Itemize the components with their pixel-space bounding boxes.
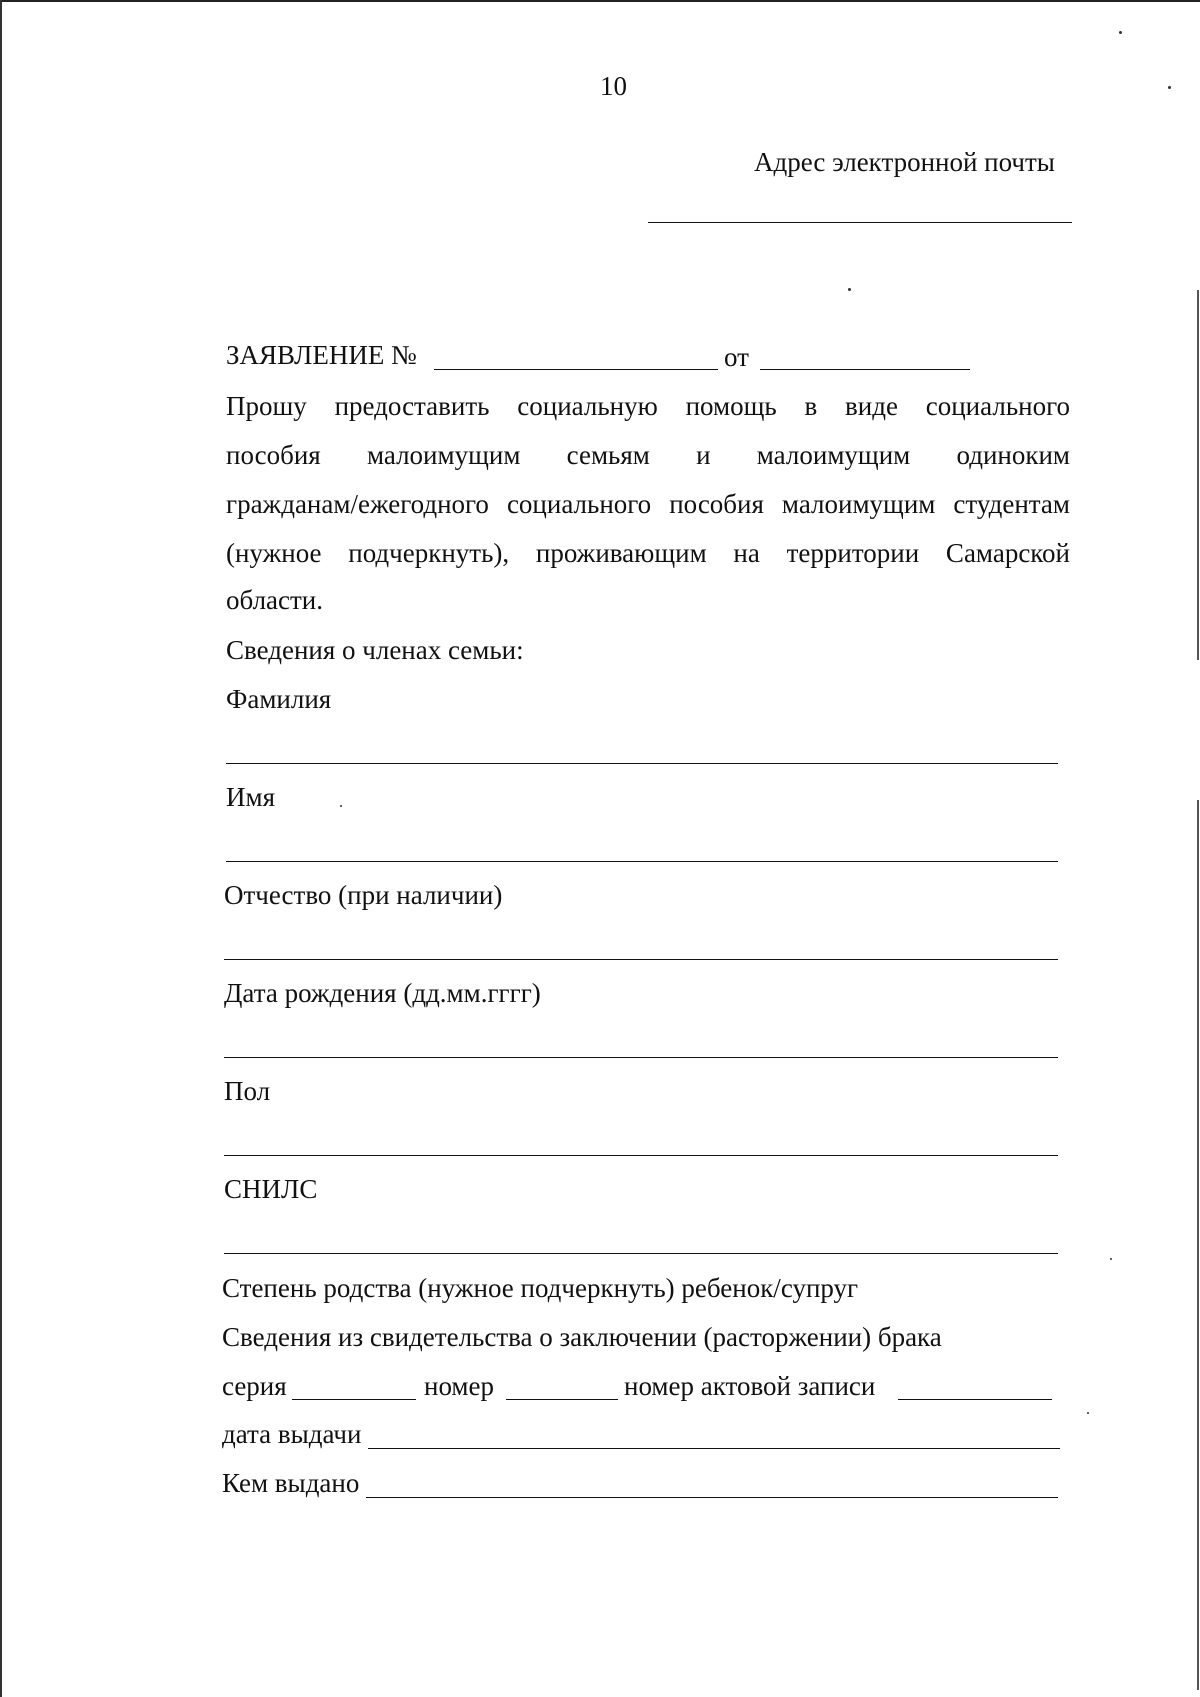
application-date-line[interactable] bbox=[760, 369, 970, 370]
marriage-issued-by-label: Кем выдано bbox=[222, 1468, 360, 1498]
email-line[interactable] bbox=[648, 222, 1072, 223]
application-title: ЗАЯВЛЕНИЕ № bbox=[226, 340, 417, 370]
marriage-record-line[interactable] bbox=[898, 1399, 1052, 1400]
scan-edge-right bbox=[1197, 800, 1199, 1690]
marriage-number-label: номер bbox=[424, 1371, 495, 1401]
patronymic-label: Отчество (при наличии) bbox=[224, 880, 503, 910]
birth-date-label: Дата рождения (дд.мм.гггг) bbox=[224, 978, 541, 1008]
gender-line[interactable] bbox=[224, 1155, 1058, 1156]
scan-edge-right bbox=[1197, 290, 1199, 660]
marriage-number-line[interactable] bbox=[506, 1399, 618, 1400]
birth-date-line[interactable] bbox=[224, 1057, 1058, 1058]
scan-speck bbox=[848, 288, 851, 291]
family-heading: Сведения о членах семьи: bbox=[226, 635, 524, 665]
name-line[interactable] bbox=[226, 861, 1058, 862]
application-date-prefix: от bbox=[724, 342, 749, 372]
patronymic-line[interactable] bbox=[224, 959, 1058, 960]
marriage-series-label: серия bbox=[222, 1371, 287, 1401]
scan-speck bbox=[1119, 31, 1122, 34]
marriage-record-label: номер актовой записи bbox=[624, 1371, 876, 1401]
request-line: (нужное подчеркнуть), проживающим на территории Самарской bbox=[226, 538, 1070, 568]
scan-speck bbox=[1087, 1412, 1089, 1414]
scan-speck bbox=[340, 805, 342, 807]
scan-edge-left bbox=[0, 0, 2, 1697]
application-number-line[interactable] bbox=[434, 369, 718, 370]
surname-label: Фамилия bbox=[226, 684, 332, 714]
snils-label: СНИЛС bbox=[224, 1174, 318, 1204]
email-label: Адрес электронной почты bbox=[754, 147, 1055, 177]
request-line: пособия малоимущим семьям и малоимущим одиноким bbox=[226, 440, 1070, 470]
marriage-heading: Сведения из свидетельства о заключении (расторжении) брака bbox=[222, 1322, 942, 1352]
request-line: гражданам/ежегодного социального пособия малоимущим студентам bbox=[226, 489, 1070, 519]
request-line: Прошу предоставить социальную помощь в виде социального bbox=[226, 391, 1070, 421]
name-label: Имя bbox=[226, 782, 276, 812]
marriage-issue-date-label: дата выдачи bbox=[222, 1419, 362, 1449]
snils-line[interactable] bbox=[224, 1253, 1058, 1254]
marriage-series-line[interactable] bbox=[292, 1399, 416, 1400]
scan-edge-top bbox=[0, 0, 1200, 2]
scan-speck bbox=[1110, 1258, 1112, 1260]
marriage-issue-date-line[interactable] bbox=[368, 1448, 1060, 1449]
scan-speck bbox=[1168, 86, 1171, 89]
surname-line[interactable] bbox=[226, 763, 1058, 764]
request-line: области. bbox=[226, 585, 324, 615]
page-number: 10 bbox=[600, 71, 627, 101]
gender-label: Пол bbox=[224, 1076, 271, 1106]
marriage-issued-by-line[interactable] bbox=[366, 1497, 1058, 1498]
relation-text: Степень родства (нужное подчеркнуть) ребенок/супруг bbox=[222, 1273, 859, 1303]
